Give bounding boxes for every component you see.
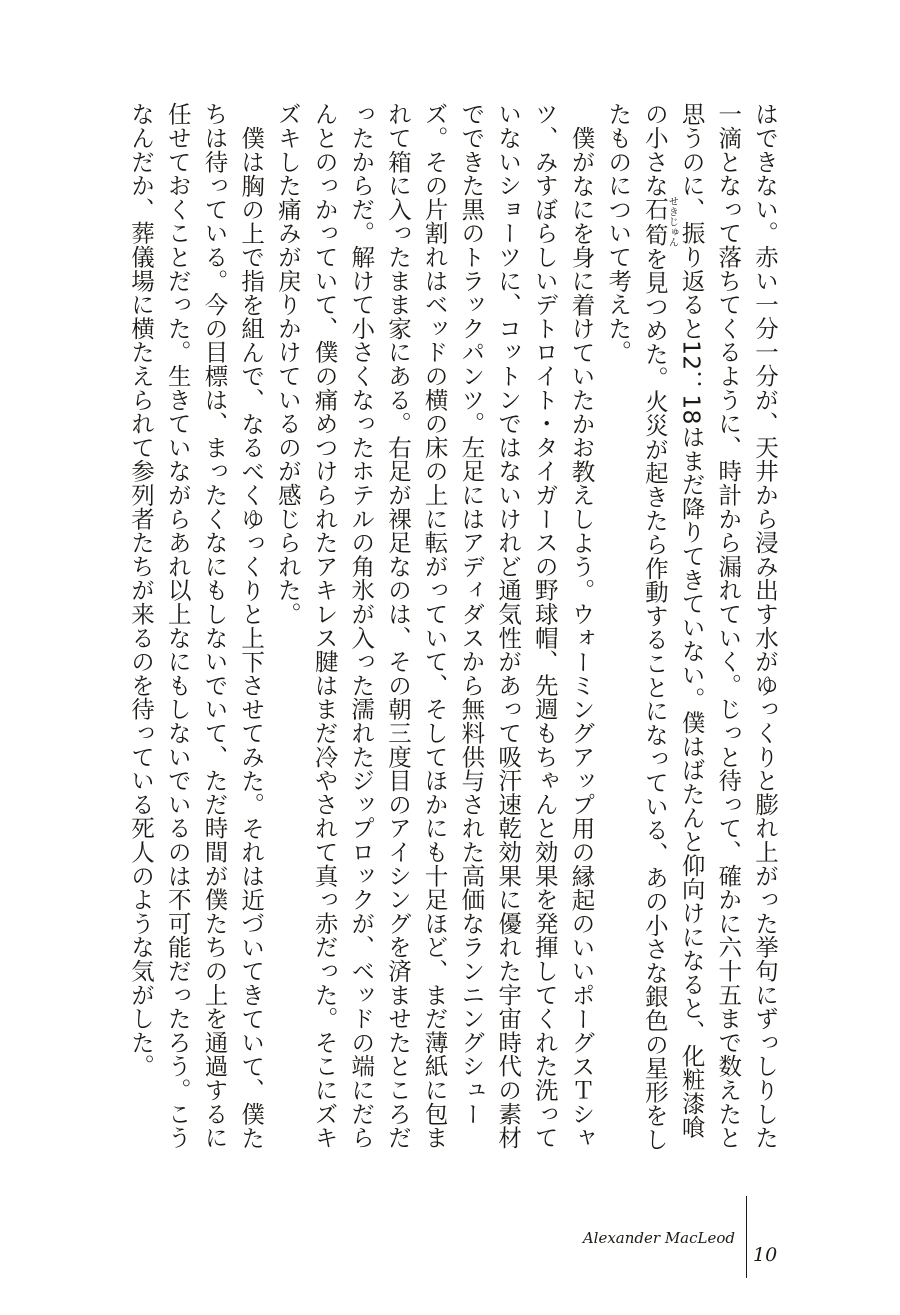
ruby-base: 石筍 — [640, 196, 669, 248]
paragraph-3: 僕は胸の上で指を組んで、なるべくゆっくりと上下させてみた。それは近づいてきていて、僕たちは待っている。今の目標は、まったくなにもしないでいて、ただ時間が僕たちの上を通過するに任せておくことだった。生きていながらあれ以上なにもしないでいるのは不可能だったろう。こうなんだか、葬儀場に横たえられて参列者たちが来るのを待っている死人のような気がした。 — [127, 102, 266, 1150]
paragraph-1 — [599, 102, 783, 1162]
paragraph-1-part-b: を見つめた。火災が起きたら作動することになっている、あの小さな銀色の星形をしたものについて考えた。 — [604, 102, 669, 1152]
ruby-reading: せきじゅん — [666, 196, 678, 248]
footer-divider — [746, 1196, 747, 1278]
paragraph-2: 僕がなにを身に着けていたかお教えしよう。ウォーミングアップ用の縁起のいいポーグスＴシャツ、みすぼらしいデトロイト・タイガースの野球帽、先週もちゃんと効果を発揮してくれた洗っていないショーツに、コットンではないけれど通気性があって吸汗速乾効果に優れた宇宙時代の素材でできた黒のトラックパンツ。左足にはアディダスから無料供与された高価なランニングシューズ。その片割れはベッドの横の床の上に転がっていて、そしてほかにも十足ほど、まだ薄紙に包まれて箱に入ったまま家にある。右足が裸足なのは、その朝三度目のアイシングを済ませたところだったからだ。解けて小さくなったホテルの角氷が入った濡れたジップロックが、ベッドの端にだらんとのっかっていて、僕の痛めつけられたアキレス腱はまだ冷やされて真っ赤だった。そこにズキズキした痛みが戻りかけているのが感じられた。 — [273, 102, 596, 1150]
vertical-text-block — [123, 102, 783, 1162]
running-footer-author: Alexander MacLeod — [582, 1229, 735, 1247]
page-number: 10 — [753, 1244, 778, 1266]
paragraph-1-part-a: はできない。赤い一分一分が、天井から浸み出す水がゆっくりと膨れ上がった挙句にずっしりした一滴となって落ちてくるように、時計から漏れていく。じっと待って、確かに六十五まで数えたと思うのに、振り返ると12：18はまだ降りてきていない。僕はばたんと仰向けになると、化粧漆喰の小さな — [640, 102, 779, 1150]
ruby-stalactite — [640, 196, 678, 248]
